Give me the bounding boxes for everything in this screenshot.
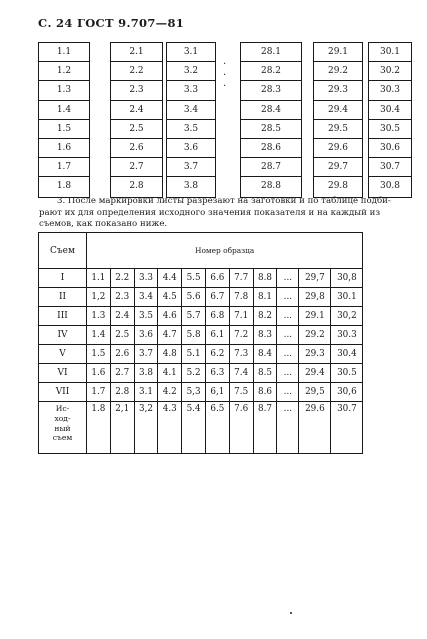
table-cell: 7.1 — [229, 307, 253, 326]
table-cell: 30.4 — [331, 345, 363, 364]
column-cell: 30.1 — [369, 43, 411, 62]
table-cell: 6.2 — [205, 345, 229, 364]
column-cell: 3.3 — [167, 81, 215, 100]
table-cell: 2.8 — [110, 383, 134, 402]
table-cell: 7.5 — [229, 383, 253, 402]
row-label: III — [39, 307, 87, 326]
column-2 — [110, 42, 163, 198]
paragraph-line: рают их для определения исходного значения показателя и на каждый из — [39, 207, 381, 218]
table-cell: 3.7 — [134, 345, 158, 364]
column-cell: 3.6 — [167, 139, 215, 158]
row-label: I — [39, 269, 87, 288]
column-cell: 1.5 — [39, 120, 89, 139]
table-row — [39, 326, 363, 345]
table-cell: 8.2 — [253, 307, 277, 326]
table-cell: 29,8 — [299, 288, 331, 307]
column-cell: 30.7 — [369, 158, 411, 177]
label-line: Ис- — [55, 404, 70, 413]
table-cell: 7.3 — [229, 345, 253, 364]
column-cell: 29.6 — [314, 139, 362, 158]
column-cell: 2.2 — [111, 62, 162, 81]
table-cell: 1.7 — [87, 383, 111, 402]
table-cell: 30.1 — [331, 288, 363, 307]
table-cell: 4.5 — [158, 288, 182, 307]
column-cell: 1.2 — [39, 62, 89, 81]
table-cell: 8.4 — [253, 345, 277, 364]
table-cell: 1,2 — [87, 288, 111, 307]
paragraph-line: 3. После маркировки листы разрезают на заготовки и по таблице подби- — [57, 196, 391, 206]
column-cell: 29.5 — [314, 120, 362, 139]
table-cell: 30.7 — [331, 402, 363, 454]
column-cell: 28.1 — [241, 43, 301, 62]
column-cell: 30.2 — [369, 62, 411, 81]
table-row — [39, 364, 363, 383]
table-cell: 2.3 — [110, 288, 134, 307]
table-row — [39, 288, 363, 307]
table-cell: 4.1 — [158, 364, 182, 383]
table-cell: 30,8 — [331, 269, 363, 288]
column-cell: 30.3 — [369, 81, 411, 100]
ellipsis-cell: ... — [277, 326, 299, 345]
table-cell: 30,6 — [331, 383, 363, 402]
table-cell: 29.2 — [299, 326, 331, 345]
samples-table — [38, 232, 363, 454]
table-cell: 5.6 — [182, 288, 206, 307]
table-cell: 4.2 — [158, 383, 182, 402]
ellipsis-cell: ... — [277, 288, 299, 307]
column-cell: 28.6 — [241, 139, 301, 158]
ellipsis-cell: ... — [277, 402, 299, 454]
table-cell: 8.6 — [253, 383, 277, 402]
column-cell: 30.4 — [369, 101, 411, 120]
column-cell: 1.8 — [56, 181, 72, 192]
table-cell: 2.7 — [110, 364, 134, 383]
table-cell: 6.5 — [205, 402, 229, 454]
table-cell: 5.7 — [182, 307, 206, 326]
table-cell: 7.6 — [229, 402, 253, 454]
table-row — [39, 307, 363, 326]
column-cell: 28.3 — [241, 81, 301, 100]
table-cell: 4.7 — [158, 326, 182, 345]
table-cell: 6.1 — [205, 326, 229, 345]
column-28 — [240, 42, 302, 198]
row-label: V — [39, 345, 87, 364]
column-cell: 3.4 — [167, 101, 215, 120]
column-cell: 29.8 — [327, 181, 349, 192]
label-line: ный — [54, 423, 71, 433]
table-cell: 29,5 — [299, 383, 331, 402]
table-cell: 3.5 — [134, 307, 158, 326]
table-cell: 1.4 — [87, 326, 111, 345]
table-cell: 6.8 — [205, 307, 229, 326]
ellipsis-cell: ... — [277, 383, 299, 402]
column-29 — [313, 42, 363, 198]
table-cell: 5,3 — [182, 383, 206, 402]
column-cell: 1.1 — [39, 43, 89, 62]
column-cell: 1.6 — [39, 139, 89, 158]
table-cell: 1.5 — [87, 345, 111, 364]
table-cell: 3,2 — [134, 402, 158, 454]
table-row — [39, 383, 363, 402]
table-cell: 1.1 — [87, 269, 111, 288]
table-cell: 2.6 — [110, 345, 134, 364]
ellipsis-cell: ... — [277, 269, 299, 288]
table-cell: 5.1 — [182, 345, 206, 364]
column-cell: 28.2 — [241, 62, 301, 81]
table-cell: 2.5 — [110, 326, 134, 345]
table-row — [39, 345, 363, 364]
column-cell: 3.1 — [167, 43, 215, 62]
table-cell: 1.3 — [87, 307, 111, 326]
column-30 — [368, 42, 412, 198]
table-cell: 5.5 — [182, 269, 206, 288]
column-cell: 28.5 — [241, 120, 301, 139]
column-cell: 1.7 — [39, 158, 89, 177]
sample-number-header: Номер образца — [87, 233, 363, 269]
table-cell: 7.7 — [229, 269, 253, 288]
table-cell: 7.8 — [229, 288, 253, 307]
column-cell: 30.8 — [379, 181, 401, 192]
scan-speck — [290, 612, 292, 614]
table-cell: 7.2 — [229, 326, 253, 345]
table-cell: 3.3 — [134, 269, 158, 288]
table-cell: 30,2 — [331, 307, 363, 326]
column-cell: 28.7 — [241, 158, 301, 177]
table-cell: 2,1 — [110, 402, 134, 454]
table-cell: 3.4 — [134, 288, 158, 307]
table-cell: 6.6 — [205, 269, 229, 288]
column-3 — [166, 42, 216, 198]
table-header-row — [39, 233, 363, 269]
corner-header: Съем — [39, 233, 87, 269]
table-cell: 29.6 — [299, 402, 331, 454]
columns-ellipsis: . . . — [223, 56, 228, 89]
table-cell: 4.3 — [158, 402, 182, 454]
column-cell: 3.7 — [167, 158, 215, 177]
table-cell: 2.2 — [110, 269, 134, 288]
row-label: VI — [39, 364, 87, 383]
label-line: ход- — [54, 413, 71, 423]
table-cell: 8.1 — [253, 288, 277, 307]
table-cell: 30.3 — [331, 326, 363, 345]
row-label-initial — [39, 402, 87, 454]
table-cell: 8.3 — [253, 326, 277, 345]
label-line: съем — [52, 433, 73, 443]
page-header: С. 24 ГОСТ 9.707—81 — [38, 16, 185, 30]
ellipsis-cell: ... — [277, 345, 299, 364]
row-label: VII — [39, 383, 87, 402]
table-cell: 30.5 — [331, 364, 363, 383]
table-cell: 1.6 — [87, 364, 111, 383]
table-cell: 6.3 — [205, 364, 229, 383]
column-cell: 2.8 — [129, 181, 144, 192]
column-cell: 3.2 — [167, 62, 215, 81]
column-cell: 28.8 — [260, 181, 282, 192]
row-label: II — [39, 288, 87, 307]
ellipsis-cell: ... — [277, 307, 299, 326]
column-cell: 2.5 — [111, 120, 162, 139]
body-paragraph — [39, 196, 411, 231]
column-cell: 29.7 — [314, 158, 362, 177]
table-cell: 5.4 — [182, 402, 206, 454]
column-cell: 1.4 — [39, 101, 89, 120]
row-label: IV — [39, 326, 87, 345]
table-cell: 29.4 — [299, 364, 331, 383]
column-1 — [38, 42, 90, 198]
column-cell: 1.3 — [39, 81, 89, 100]
column-cell: 2.4 — [111, 101, 162, 120]
table-cell: 4.6 — [158, 307, 182, 326]
column-cell: 3.5 — [167, 120, 215, 139]
table-cell: 7.4 — [229, 364, 253, 383]
table-cell: 4.8 — [158, 345, 182, 364]
table-cell: 3.8 — [134, 364, 158, 383]
table-cell: 4.4 — [158, 269, 182, 288]
column-cell: 29.2 — [314, 62, 362, 81]
column-cell: 2.3 — [111, 81, 162, 100]
table-row-initial — [39, 402, 363, 454]
column-cell: 2.7 — [111, 158, 162, 177]
table-cell: 8.5 — [253, 364, 277, 383]
column-cell: 30.5 — [369, 120, 411, 139]
table-cell: 3.1 — [134, 383, 158, 402]
table-cell: 1.8 — [87, 402, 111, 454]
table-cell: 3.6 — [134, 326, 158, 345]
column-cell: 29.1 — [314, 43, 362, 62]
column-cell: 28.4 — [241, 101, 301, 120]
column-cell: 30.6 — [369, 139, 411, 158]
table-cell: 5.2 — [182, 364, 206, 383]
table-cell: 2.4 — [110, 307, 134, 326]
table-cell: 5.8 — [182, 326, 206, 345]
table-cell: 8.8 — [253, 269, 277, 288]
table-cell: 6.7 — [205, 288, 229, 307]
table-cell: 6,1 — [205, 383, 229, 402]
column-cell: 29.4 — [314, 101, 362, 120]
column-cell: 2.6 — [111, 139, 162, 158]
column-cell: 29.3 — [314, 81, 362, 100]
table-row — [39, 269, 363, 288]
table-cell: 29.3 — [299, 345, 331, 364]
table-cell: 29.1 — [299, 307, 331, 326]
table-cell: 29,7 — [299, 269, 331, 288]
column-cell: 3.8 — [183, 181, 199, 192]
paragraph-line: съемов, как показано ниже. — [39, 219, 168, 230]
ellipsis-cell: ... — [277, 364, 299, 383]
column-cell: 2.1 — [111, 43, 162, 62]
table-cell: 8.7 — [253, 402, 277, 454]
